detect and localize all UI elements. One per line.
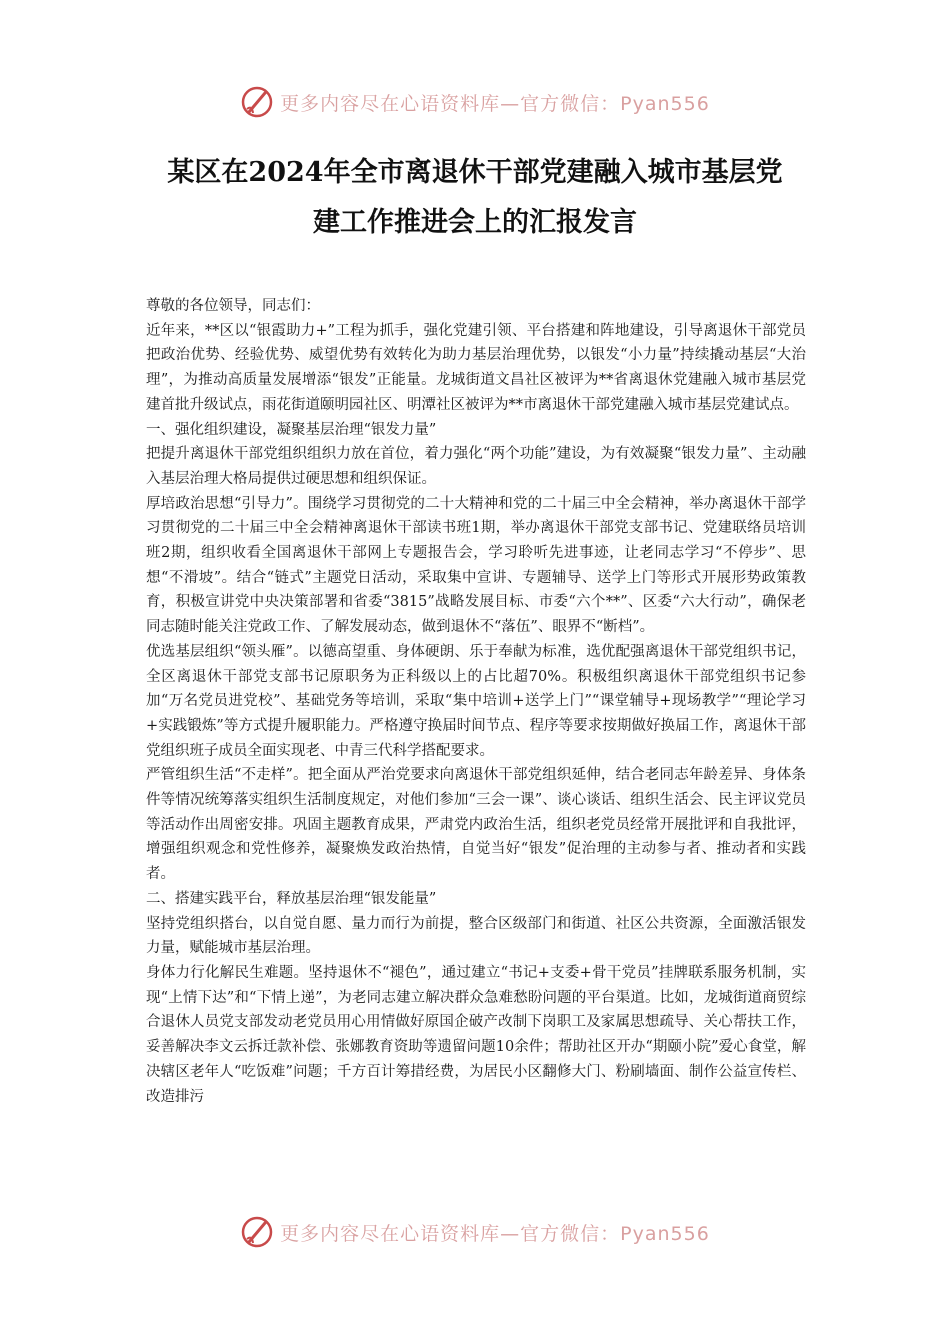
- section-heading-2: 二、搭建实践平台，释放基层治理“银发能量”: [146, 890, 437, 907]
- brush-pen-logo-icon: [240, 85, 274, 119]
- title-line-1: 某区在2024年全市离退休干部党建融入城市基层党: [167, 157, 783, 188]
- top-banner: [0, 82, 950, 122]
- body-paragraph: 严管组织生活“不走样”。把全面从严治党要求向离退休干部党组织延伸，结合老同志年龄差异、身体条件等情况统筹落实组织生活制度规定，对他们参加“三会一课”、谈心谈话、组织生活会、民主评议党员等活动作出周密安排。巩固主题教育成果，严肃党内政治生活，组织老党员经常开展批评和自我批评，增强组织观念和党性修养，凝聚焕发政治热情，自觉当好“银发”促治理的主动参与者、推动者和实践者。: [146, 767, 806, 883]
- document-title: [110, 148, 840, 248]
- body-paragraph: 把提升离退休干部党组织组织力放在首位，着力强化“两个功能”建设，为有效凝聚“银发力量”、主动融入基层治理大格局提供过硬思想和组织保证。: [146, 446, 806, 487]
- banner-text: 更多内容尽在心语资料库—官方微信：Pyan556: [280, 1222, 710, 1245]
- bottom-banner: [0, 1212, 950, 1252]
- title-line-2: 建工作推进会上的汇报发言: [313, 207, 637, 238]
- intro-paragraph: 近年来，**区以“银霞助力+”工程为抓手，强化党建引领、平台搭建和阵地建设，引导离退休干部党员把政治优势、经验优势、威望优势有效转化为助力基层治理优势，以银发“小力量”持续撬动基层“大治理”，为推动高质量发展增添“银发”正能量。龙城街道文昌社区被评为**省离退休党建融入城市基层党建首批升级试点，雨花街道颐明园社区、明潭社区被评为**市离退休干部党建融入城市基层党建试点。: [146, 322, 806, 413]
- body-paragraph: 优选基层组织“领头雁”。以德高望重、身体硬朗、乐于奉献为标准，选优配强离退休干部党组织书记，全区离退休干部党支部书记原职务为正科级以上的占比超70%。积极组织离退休干部党组织书记参加“万名党员进党校”、基础党务等培训，采取“集中培训+送学上门”“课堂辅导+现场教学”“理论学习+实践锻炼”等方式提升履职能力。严格遵守换届时间节点、程序等要求按期做好换届工作，离退休干部党组织班子成员全面实现老、中青三代科学搭配要求。: [146, 643, 806, 759]
- document-body: [146, 294, 806, 1109]
- section-heading-1: 一、强化组织建设，凝聚基层治理“银发力量”: [146, 421, 437, 438]
- body-paragraph: 身体力行化解民生难题。坚持退休不“褪色”，通过建立“书记+支委+骨干党员”挂牌联系服务机制，实现“上情下达”和“下情上递”，为老同志建立解决群众急难愁盼问题的平台渠道。比如，龙城街道商贸综合退休人员党支部发动老党员用心用情做好原国企破产改制下岗职工及家属思想疏导、关心帮扶工作，妥善解决李文云拆迁款补偿、张娜教育资助等遗留问题10余件；帮助社区开办“期颐小院”爱心食堂，解决辖区老年人“吃饭难”问题；千方百计筹措经费，为居民小区翻修大门、粉刷墙面、制作公益宣传栏、改造排污: [146, 964, 806, 1105]
- brush-pen-logo-icon: [240, 1215, 274, 1249]
- body-paragraph: 坚持党组织搭台，以自觉自愿、量力而行为前提，整合区级部门和街道、社区公共资源，全面激活银发力量，赋能城市基层治理。: [146, 915, 806, 957]
- body-paragraph: 厚培政治思想“引导力”。围绕学习贯彻党的二十大精神和党的二十届三中全会精神，举办离退休干部学习贯彻党的二十届三中全会精神离退休干部读书班1期，举办离退休干部党支部书记、党建联络员培训班2期，组织收看全国离退休干部网上专题报告会，学习聆听先进事迹，让老同志学习“不停步”、思想“不滑坡”。结合“链式”主题党日活动，采取集中宣讲、专题辅导、送学上门等形式开展形势政策教育，积极宣讲党中央决策部署和省委“3815”战略发展目标、市委“六个**”、区委“六大行动”，确保老同志随时能关注党政工作、了解发展动态，做到退休不“落伍”、眼界不“断档”。: [146, 495, 806, 636]
- salutation: 尊敬的各位领导，同志们：: [146, 298, 320, 314]
- banner-text: 更多内容尽在心语资料库—官方微信：Pyan556: [280, 92, 710, 115]
